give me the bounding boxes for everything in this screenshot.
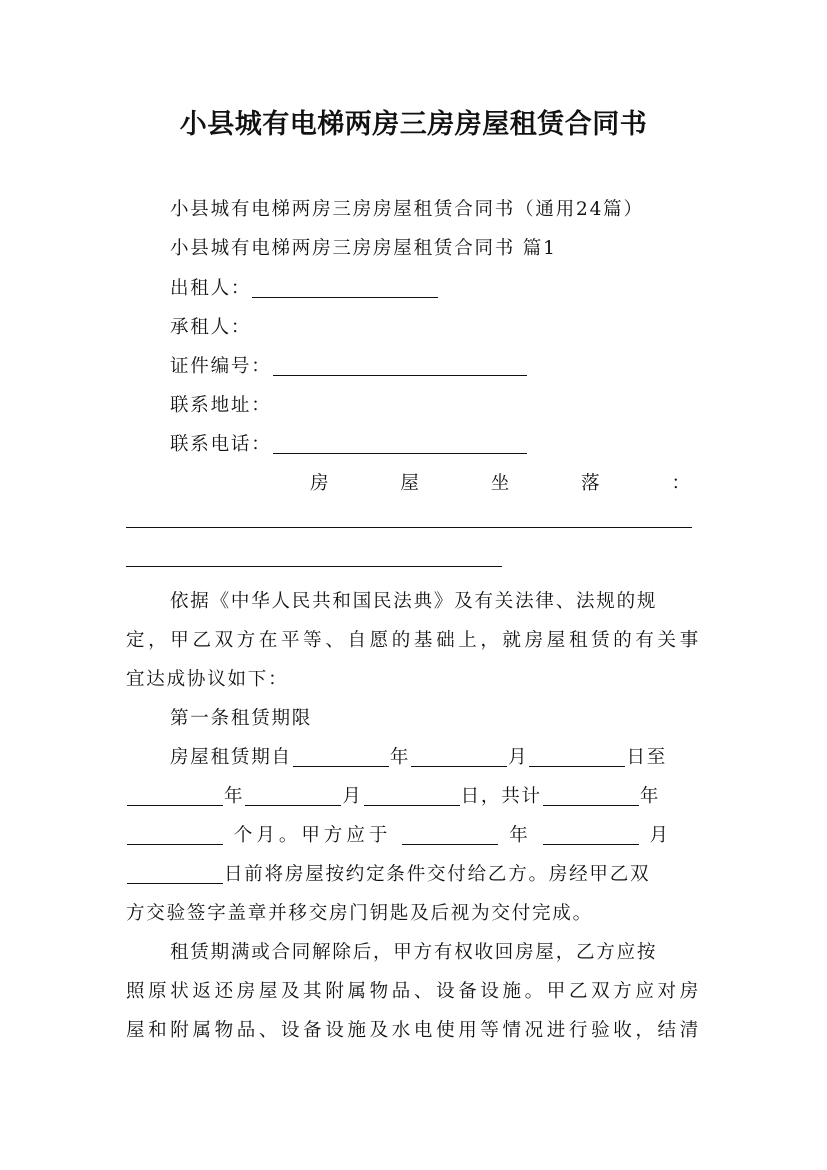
start-day-blank[interactable] (529, 746, 625, 767)
id-line (170, 354, 528, 380)
location-char: 落 (581, 473, 600, 494)
handover-year-blank[interactable] (402, 824, 498, 845)
month-label: 月 (342, 786, 363, 807)
month-label: 月 (649, 825, 672, 846)
total-months-blank[interactable] (543, 785, 639, 806)
phone-line (170, 432, 528, 458)
phone-blank[interactable] (273, 433, 527, 454)
return-line-2: 照原状返还房屋及其附属物品、设备设施。甲乙双方应对房 (126, 981, 700, 1002)
end-month-blank[interactable] (245, 785, 341, 806)
lessee-label: 承租人： (170, 317, 252, 338)
term-line-1 (170, 745, 667, 771)
year-label: 年 (224, 786, 245, 807)
end-year-blank[interactable] (127, 785, 223, 806)
year-label: 年 (389, 747, 411, 768)
return-line-3: 屋和附属物品、设备设施及水电使用等情况进行验收，结清 (126, 1020, 700, 1041)
id-blank[interactable] (273, 355, 527, 376)
location-blank-2[interactable] (126, 566, 502, 567)
end-day-blank[interactable] (364, 785, 460, 806)
months-blank[interactable] (127, 824, 223, 845)
year-label: 年 (509, 825, 532, 846)
location-char: 坐 (490, 473, 510, 494)
address-label: 联系地址： (170, 395, 272, 416)
location-char: ： (671, 473, 690, 494)
intro-line-3: 宜达成协议如下： (126, 669, 289, 690)
location-blank-1[interactable] (126, 527, 692, 528)
lessor-blank[interactable] (252, 277, 438, 298)
term-prefix: 房屋租赁期自 (170, 747, 292, 768)
subtitle: 小县城有电梯两房三房房屋租赁合同书（通用24篇） (170, 199, 644, 220)
location-char: 房 (310, 473, 329, 494)
intro-line-1: 依据《中华人民共和国民法典》及有关法律、法规的规 (170, 591, 658, 612)
id-label: 证件编号： (170, 356, 272, 377)
term-line-5: 方交验签字盖章并移交房门钥匙及后视为交付完成。 (126, 903, 593, 924)
term-line-4 (126, 862, 650, 888)
months-label: 个月。甲方应于 (233, 825, 392, 846)
return-line-1: 租赁期满或合同解除后，甲方有权收回房屋，乙方应按 (170, 942, 658, 963)
day-total-label: 日，共计 (460, 786, 542, 807)
day-to-label: 日至 (626, 747, 668, 768)
start-year-blank[interactable] (293, 746, 389, 767)
year-label: 年 (639, 786, 661, 807)
start-month-blank[interactable] (411, 746, 507, 767)
month-label: 月 (508, 747, 529, 768)
location-line (170, 471, 690, 497)
phone-label: 联系电话： (170, 434, 272, 455)
handover-day-blank[interactable] (127, 863, 223, 884)
location-char: 屋 (400, 473, 419, 494)
handover-text: 日前将房屋按约定条件交付给乙方。房经甲乙双 (224, 864, 651, 885)
term-line-2 (126, 784, 660, 810)
intro-line-2: 定，甲乙双方在平等、自愿的基础上，就房屋租赁的有关事 (126, 630, 700, 651)
clause-1-heading: 第一条租赁期限 (170, 708, 313, 729)
handover-month-blank[interactable] (543, 824, 639, 845)
lessor-line (170, 276, 439, 302)
lessor-label: 出租人： (170, 278, 252, 299)
article-heading: 小县城有电梯两房三房房屋租赁合同书 篇1 (170, 238, 557, 259)
document-title: 小县城有电梯两房三房房屋租赁合同书 (179, 109, 648, 140)
term-line-3 (126, 823, 672, 849)
